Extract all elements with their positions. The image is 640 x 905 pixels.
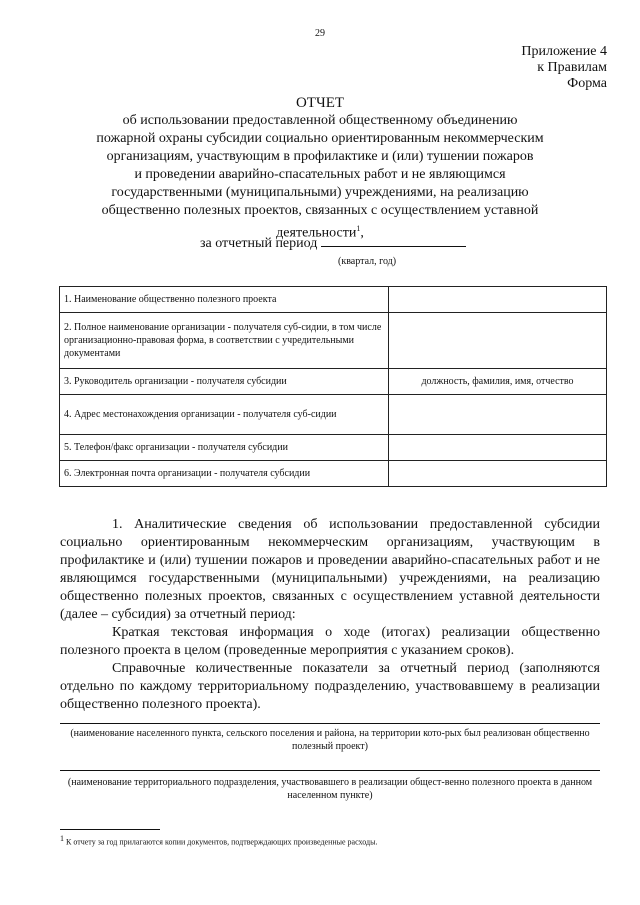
row-value[interactable]: должность, фамилия, имя, отчество (389, 369, 607, 395)
subtitle-last-word: деятельности (276, 225, 357, 241)
row-label: 1. Наименование общественно полезного проекта (60, 287, 389, 313)
table-row (60, 313, 607, 369)
appendix-line: к Правилам (537, 60, 607, 75)
row-label: 5. Телефон/факс организации - получателя субсидии (60, 435, 389, 461)
document-subtitle (60, 112, 580, 243)
row-label: 3. Руководитель организации - получателя субсидии (60, 369, 389, 395)
appendix-line: Форма (567, 76, 607, 91)
appendix-header (521, 44, 607, 92)
table-row (60, 287, 607, 313)
paragraph-indicators: Справочные количественные показатели за отчетный период (заполняются отдельно по каждому территориальному подразделению, участвовавшему в реализации общественно полезного проекта). (60, 661, 600, 712)
row-label: 4. Адрес местонахождения организации - получателя суб-сидии (60, 395, 389, 435)
row-value[interactable] (389, 435, 607, 461)
settlement-fill-line[interactable] (60, 723, 600, 724)
table-row (60, 395, 607, 435)
subtitle-line: организациям, участвующим в профилактике и (или) тушении пожаров (106, 149, 534, 164)
period-label: за отчетный период (200, 236, 318, 251)
row-value[interactable] (389, 461, 607, 487)
subtitle-comma: , (360, 225, 364, 241)
subtitle-line: общественно полезных проектов, связанных с осуществлением уставной (101, 203, 539, 218)
row-value[interactable] (389, 395, 607, 435)
table-row (60, 461, 607, 487)
period-line (200, 234, 466, 252)
row-value[interactable] (389, 287, 607, 313)
period-hint: (квартал, год) (338, 256, 397, 267)
subtitle-line: и проведении аварийно-спасательных работ и не являющимся (134, 167, 506, 182)
footnote-separator (60, 829, 160, 830)
subtitle-line: государственными (муниципальными) учреждениями, на реализацию (111, 185, 529, 200)
document-title: ОТЧЕТ (295, 95, 345, 111)
paragraph-analytics: 1. Аналитические сведения об использовании предоставленной субсидии социально ориентированным некоммерческим организациям, участвующим в профилактике и (или) тушении пожаров и проведении аварийно-спасательных работ и не являющимся государственными (муниципальными) учреждениями, на реализацию общественно полезных проектов, связанных с осуществлением уставной деятельности (далее – субсидия) за отчетный период: (60, 517, 600, 622)
footnote (60, 834, 377, 847)
division-hint: (наименование территориального подразделения, участвовавшего в реализации общест-венно полезного проекта в данном населенном пункте) (67, 777, 593, 801)
subtitle-line: об использовании предоставленной общественному объединению (122, 113, 518, 128)
row-value[interactable] (389, 313, 607, 369)
subtitle-line: пожарной охраны субсидии социально ориентированным некоммерческим (96, 131, 544, 146)
division-fill-line[interactable] (60, 770, 600, 771)
footnote-mark: 1 (60, 834, 64, 843)
page-number: 29 (315, 28, 325, 39)
table-row (60, 369, 607, 395)
period-blank-field[interactable] (321, 234, 466, 247)
appendix-line: Приложение 4 (521, 44, 607, 59)
info-table (59, 286, 607, 487)
footnote-text: К отчету за год прилагаются копии документов, подтверждающих произведенные расходы. (64, 837, 378, 847)
footnote-ref: 1 (356, 224, 361, 233)
row-label: 6. Электронная почта организации - получателя субсидии (60, 461, 389, 487)
row-label: 2. Полное наименование организации - получателя суб-сидии, в том числе организационно-правовая форма, в соответствии с учредительными документами (60, 313, 389, 369)
paragraph-summary: Краткая текстовая информация о ходе (итогах) реализации общественно полезного проекта в целом (проведенные мероприятия с указанием сроков). (60, 625, 600, 658)
table-row (60, 435, 607, 461)
settlement-hint: (наименование населенного пункта, сельского поселения и района, на территории кото-рых был реализован общественно полезный проект) (70, 728, 590, 752)
